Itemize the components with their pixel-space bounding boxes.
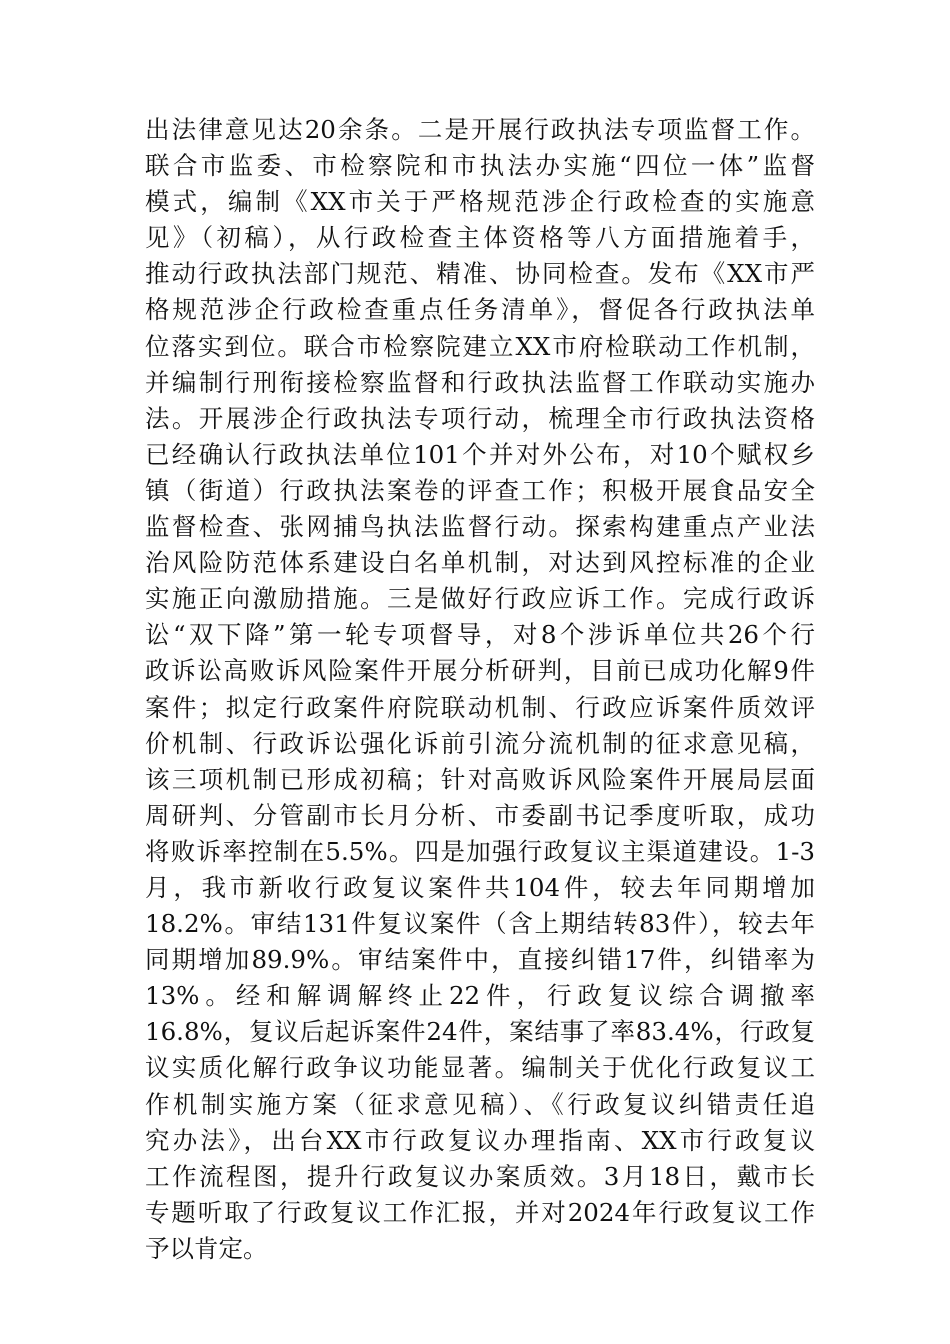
text-line: 已经确认行政执法单位101个并对外公布，对10个赋权乡 — [145, 439, 815, 469]
text-line: 法。开展涉企行政执法专项行动，梳理全市行政执法资格 — [145, 403, 815, 433]
text-line: 工作流程图，提升行政复议办案质效。3月18日，戴市长 — [145, 1161, 815, 1191]
text-line: 案件；拟定行政案件府院联动机制、行政应诉案件质效评 — [145, 692, 815, 722]
text-line: 镇（街道）行政执法案卷的评查工作；积极开展食品安全 — [145, 475, 815, 505]
text-line: 周研判、分管副市长月分析、市委副书记季度听取，成功 — [145, 800, 815, 830]
text-line: 究办法》，出台XX市行政复议办理指南、XX市行政复议 — [145, 1125, 815, 1155]
text-line: 月，我市新收行政复议案件共104件，较去年同期增加 — [145, 872, 815, 902]
text-line: 推动行政执法部门规范、精准、协同检查。发布《XX市严 — [145, 259, 815, 289]
text-line: 监督检查、张网捕鸟执法监督行动。探索构建重点产业法 — [145, 512, 815, 542]
text-line: 专题听取了行政复议工作汇报，并对2024年行政复议工作 — [145, 1197, 815, 1227]
text-line: 同期增加89.9%。审结案件中，直接纠错17件，纠错率为 — [145, 945, 815, 975]
text-line: 价机制、行政诉讼强化诉前引流分流机制的征求意见稿， — [145, 728, 815, 758]
text-line: 见》（初稿），从行政检查主体资格等八方面措施着手， — [145, 223, 815, 253]
text-line-last: 予以肯定。 — [145, 1233, 268, 1263]
text-line: 出法律意见达20余条。二是开展行政执法专项监督工作。 — [145, 115, 815, 144]
text-line: 18.2%。审结131件复议案件（含上期结转83件），较去年 — [145, 909, 815, 939]
text-line: 治风险防范体系建设白名单机制，对达到风控标准的企业 — [145, 548, 815, 578]
text-line: 联合市监委、市检察院和市执法办实施“四位一体”监督 — [145, 151, 815, 181]
text-line: 16.8%，复议后起诉案件24件，案结事了率83.4%，行政复 — [145, 1017, 815, 1047]
text-line: 议实质化解行政争议功能显著。编制关于优化行政复议工 — [145, 1053, 815, 1083]
text-line: 并编制行刑衔接检察监督和行政执法监督工作联动实施办 — [145, 367, 815, 397]
text-line: 实施正向激励措施。三是做好行政应诉工作。完成行政诉 — [145, 584, 815, 614]
text-line: 将败诉率控制在5.5%。四是加强行政复议主渠道建设。1-3 — [145, 836, 815, 866]
text-line: 该三项机制已形成初稿；针对高败诉风险案件开展局层面 — [145, 764, 815, 794]
text-line: 模式，编制《XX市关于严格规范涉企行政检查的实施意 — [145, 187, 815, 217]
text-line: 讼“双下降”第一轮专项督导，对8个涉诉单位共26个行 — [145, 620, 815, 650]
text-line: 13%。经和解调解终止22件，行政复议综合调撤率 — [145, 981, 815, 1011]
body-paragraph — [145, 112, 815, 1267]
text-line: 政诉讼高败诉风险案件开展分析研判，目前已成功化解9件 — [145, 656, 815, 686]
text-line: 位落实到位。联合市检察院建立XX市府检联动工作机制， — [145, 331, 815, 361]
text-line: 作机制实施方案（征求意见稿）、《行政复议纠错责任追 — [145, 1089, 815, 1119]
text-line: 格规范涉企行政检查重点任务清单》，督促各行政执法单 — [145, 295, 815, 325]
